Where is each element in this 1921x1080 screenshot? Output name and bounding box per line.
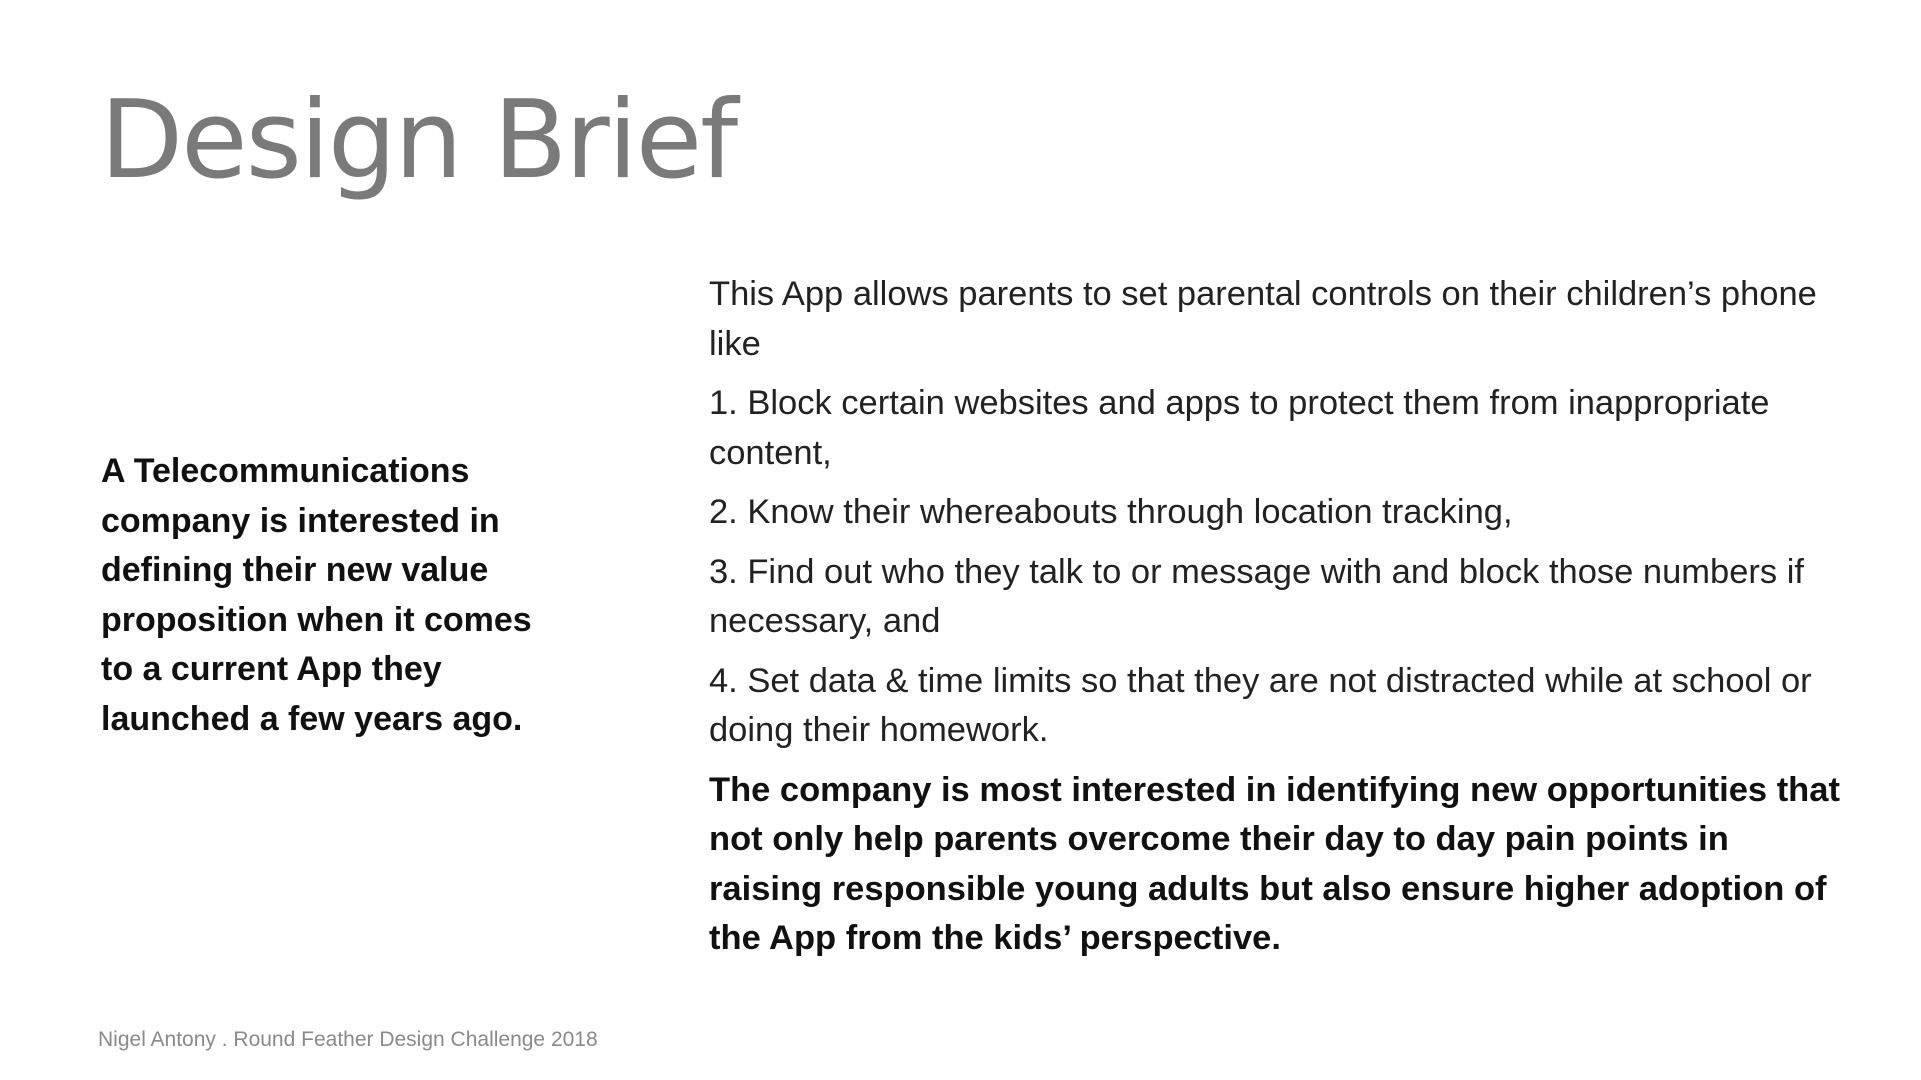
brief-intro: This App allows parents to set parental controls on their children’s phone like (709, 275, 1817, 363)
slide-title: Design Brief (100, 78, 737, 203)
brief-body (709, 270, 1849, 974)
feature-item: 1. Block certain websites and apps to protect them from inappropriate content, (709, 384, 1770, 472)
feature-item: 2. Know their whereabouts through location tracking, (709, 493, 1513, 531)
brief-conclusion: The company is most interested in identifying new opportunities that not only help parents overcome their day to day pain points in raising responsible young adults but also ensure higher adoption of the App from the kids’ perspective. (709, 770, 1840, 957)
feature-item: 4. Set data & time limits so that they are not distracted while at school or doing their homework. (709, 661, 1812, 749)
problem-statement: A Telecommunications company is interested in defining their new value proposition when it comes to a current App they launched a few years ago. (101, 452, 532, 738)
feature-item: 3. Find out who they talk to or message with and block those numbers if necessary, and (709, 552, 1804, 640)
slide-footer: Nigel Antony . Round Feather Design Challenge 2018 (98, 1028, 598, 1051)
